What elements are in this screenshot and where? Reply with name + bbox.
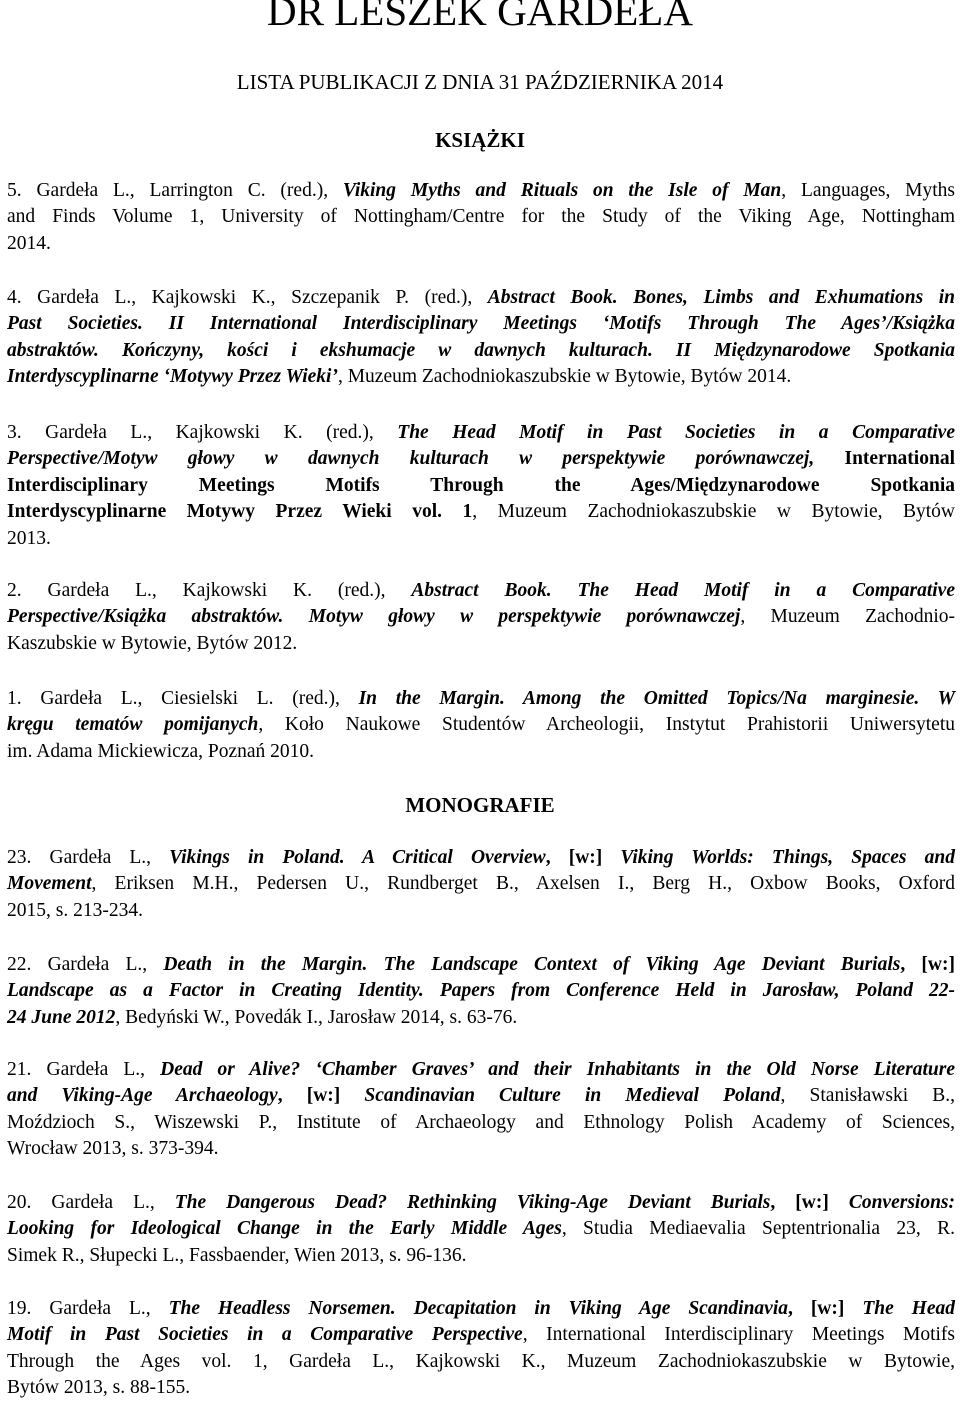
book-entry-5 <box>7 178 955 257</box>
book-entry-4 <box>7 285 955 391</box>
entry-line: 23. Gardeła L., Vikings in Poland. A Critical Overview, [w:] Viking Worlds: Things, Spaces and <box>7 847 956 868</box>
entry-line: Wrocław 2013, s. 373-394. <box>7 1138 219 1160</box>
entry-line: abstraktów. Kończyny, kości i ekshumacje w dawnych kulturach. II Międzynarodowe Spotkania <box>7 339 955 361</box>
entry-line: kręgu tematów pomijanych, Koło Naukowe Studentów Archeologii, Instytut Prahistorii Uniwersytetu <box>7 714 955 736</box>
monograph-entry-21 <box>7 1057 955 1163</box>
book-entry-3 <box>7 420 955 552</box>
entry-line: 2014. <box>7 232 51 254</box>
book-entry-2 <box>7 578 955 657</box>
entry-line: Interdyscyplinarne Motywy Przez Wieki vol. 1, Muzeum Zachodniokaszubskie w Bytowie, Bytów <box>7 501 955 523</box>
entry-line: Perspective/Książka abstraktów. Motyw głowy w perspektywie porównawczej, Muzeum Zachodnio- <box>7 606 955 628</box>
monograph-entry-23 <box>7 845 955 924</box>
entry-line: Perspective/Motyw głowy w dawnych kulturach w perspektywie porównawczej, International <box>7 448 955 470</box>
entry-line: Looking for Ideological Change in the Early Middle Ages, Studia Mediaevalia Septentrionalia 23, R. <box>7 1218 955 1240</box>
entry-line: Through the Ages vol. 1, Gardeła L., Kajkowski K., Muzeum Zachodniokaszubskie w Bytowie, <box>7 1350 955 1372</box>
monograph-entry-22 <box>7 952 955 1031</box>
entry-line: 2015, s. 213-234. <box>7 899 143 921</box>
entry-line: Bytów 2013, s. 88-155. <box>7 1377 191 1399</box>
entry-line: and Finds Volume 1, University of Nottingham/Centre for the Study of the Viking Age, Nottingham <box>7 206 955 228</box>
entry-line: Simek R., Słupecki L., Fassbaender, Wien 2013, s. 96-136. <box>7 1244 467 1266</box>
entry-line: Interdyscyplinarne ‘Motywy Przez Wieki’, Muzeum Zachodniokaszubskie w Bytowie, Bytów 2014. <box>7 366 792 388</box>
section-heading-monographs: MONOGRAFIE <box>405 793 555 817</box>
entry-line: 22. Gardeła L., Death in the Margin. The Landscape Context of Viking Age Deviant Burials, [w:] <box>7 954 955 975</box>
entry-line: 21. Gardeła L., Dead or Alive? ‘Chamber Graves’ and their Inhabitants in the Old Norse Literature <box>7 1059 955 1080</box>
entry-line: 20. Gardeła L., The Dangerous Dead? Rethinking Viking-Age Deviant Burials, [w:] Conversions: <box>7 1192 955 1213</box>
entry-line: 2013. <box>7 527 51 549</box>
entry-line: Moździoch S., Wiszewski P., Institute of Archaeology and Ethnology Polish Academy of Sciences, <box>7 1111 955 1133</box>
book-entry-1 <box>7 686 955 765</box>
entry-line: 3. Gardeła L., Kajkowski K. (red.), The Head Motif in Past Societies in a Comparative <box>7 422 955 443</box>
entry-line: Motif in Past Societies in a Comparative Perspective, International Interdisciplinary Meetings Motifs <box>7 1324 956 1346</box>
monograph-entry-20 <box>7 1190 955 1269</box>
entry-line: 24 June 2012, Bedyński W., Povedák I., Jarosław 2014, s. 63-76. <box>7 1006 518 1028</box>
entry-line: 19. Gardeła L., The Headless Norsemen. Decapitation in Viking Age Scandinavia, [w:] The Head <box>7 1298 956 1319</box>
entry-line: Past Societies. II International Interdisciplinary Meetings ‘Motifs Through The Ages’/Książka <box>7 313 955 335</box>
entry-line: Kaszubskie w Bytowie, Bytów 2012. <box>7 632 298 654</box>
entry-line: Movement, Eriksen M.H., Pedersen U., Rundberget B., Axelsen I., Berg H., Oxbow Books, Oxford <box>7 873 955 895</box>
section-heading-books: KSIĄŻKI <box>435 128 525 152</box>
monograph-entry-19 <box>7 1296 955 1402</box>
document-subtitle: LISTA PUBLIKACJI Z DNIA 31 PAŹDZIERNIKA 2014 <box>236 70 724 94</box>
entry-line: Landscape as a Factor in Creating Identity. Papers from Conference Held in Jarosław, Poland 22- <box>7 980 955 1002</box>
entry-line: Interdisciplinary Meetings Motifs Through the Ages/Międzynarodowe Spotkania <box>7 474 955 496</box>
entry-line: 1. Gardeła L., Ciesielski L. (red.), In the Margin. Among the Omitted Topics/Na marginesie. W <box>7 688 955 709</box>
document-title: DR LESZEK GARDEŁA <box>267 0 693 34</box>
entry-line: im. Adama Mickiewicza, Poznań 2010. <box>7 740 315 762</box>
entry-line: 4. Gardeła L., Kajkowski K., Szczepanik P. (red.), Abstract Book. Bones, Limbs and Exhumations in <box>7 287 955 308</box>
entry-line: 5. Gardeła L., Larrington C. (red.), Viking Myths and Rituals on the Isle of Man, Languages, Myths <box>7 180 955 201</box>
entry-line: 2. Gardeła L., Kajkowski K. (red.), Abstract Book. The Head Motif in a Comparative <box>7 580 955 601</box>
entry-line: and Viking-Age Archaeology, [w:] Scandinavian Culture in Medieval Poland, Stanisławski B., <box>7 1085 955 1107</box>
